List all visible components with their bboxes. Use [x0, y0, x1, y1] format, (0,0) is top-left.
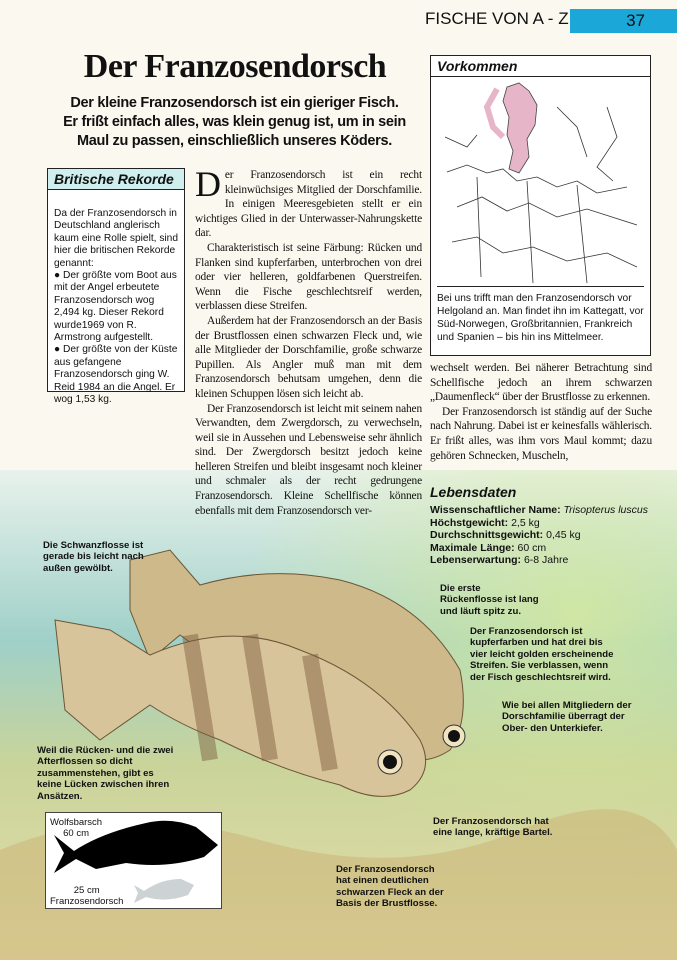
paragraph: Der Franzosendorsch ist ständig auf der Suche nach Nahrung. Dabei ist er keinesfalls wählerisch. Er frißt alles, was ihm vors Maul kommt; dazu gehören Schnecken, Muscheln,	[430, 405, 652, 462]
lebensdaten-row: Maximale Länge: 60 cm	[430, 541, 547, 554]
subtitle-line: Maul zu passen, einschließlich unseres Köders.	[77, 133, 392, 149]
lebensdaten-row: Durchschnittsgewicht: 0,45 kg	[430, 529, 581, 542]
annotation-tail: Die Schwanzflosse ist gerade bis leicht nach außen gewölbt.	[43, 540, 144, 574]
subtitle-line: Er frißt einfach alles, was klein genug ist, um in sein	[63, 114, 406, 130]
annotation-spot: Der Franzosendorsch hat einen deutlichen schwarzen Fleck an der Basis der Brustflosse.	[336, 864, 444, 910]
paragraph: Außerdem hat der Franzosendorsch an der Basis der Brustflossen einen schwarzen Fleck und, wie alle Mitglieder der Dorschfamilie, große schwarze Pupillen. Als Angler muß man mit dem Franzosendorsch behutsam umgehen, denn die kleinen Schuppen lösen sich leicht ab.	[195, 314, 422, 400]
paragraph: er Franzosendorsch ist ein recht kleinwüchsiges Mitglied der Dorschfamilie. In einigen Meeresgebieten stellt er ein wichtiges Glied in der Unterwasser-Nahrungskette dar.	[195, 169, 422, 240]
vorkommen-box	[430, 55, 651, 356]
annotation-barbel: Der Franzosendorsch hat eine lange, kräftige Bartel.	[433, 816, 553, 839]
article-column-2	[430, 361, 652, 463]
annotation-color: Der Franzosendorsch ist kupferfarben und hat drei bis vier leicht golden erscheinende Streifen. Sie verblassen, wenn der Fisch geschlechtsreif wird.	[470, 626, 614, 683]
lebensdaten-row: Höchstgewicht: 2,5 kg	[430, 516, 540, 529]
rekorde-intro: Da der Franzosendorsch in Deutschland anglerisch kaum eine Rolle spielt, sind hier die britischen Rekorde genannt:	[54, 208, 179, 269]
paragraph: wechselt werden. Bei näherer Betrachtung sind Schellfische jedoch an ihrem schwarzen „Daumenfleck“ über der Brustflosse zu erkennen.	[430, 362, 652, 404]
annotation-fins: Weil die Rücken- und die zwei Afterflossen so dicht zusammenstehen, gibt es keine Lücken zwischen ihren Ansätzen.	[37, 745, 174, 802]
lebensdaten-heading: Lebensdaten	[430, 484, 517, 500]
lebensdaten	[430, 484, 648, 567]
annotation-jaw: Wie bei allen Mitgliedern der Dorschfamilie überragt der Ober- den Unterkiefer.	[502, 700, 632, 734]
rekorde-item: ● Der größte vom Boot aus mit der Angel erbeutete Franzosendorsch wog 2,494 kg. Dieser Rekord wurde1969 von R. Armstrong aufgestellt.	[54, 270, 177, 344]
rekorde-item: ● Der größte von der Küste aus gefangene Franzosendorsch ging W. Reid 1984 an die Angel. Er wog 1,53 kg.	[54, 344, 178, 406]
drop-cap: D	[195, 164, 221, 204]
big-fish-name: Wolfsbarsch	[50, 817, 103, 828]
subtitle-line: Der kleine Franzosendorsch ist ein gieriger Fisch.	[70, 95, 399, 111]
bullet-icon: ●	[54, 270, 63, 282]
paragraph: Charakteristisch ist seine Färbung: Rücken und Flanken sind kupferfarben, unterbrochen von drei oder vier helleren, goldfarbenen Querstreifen. Wenn die Fische geschlechtsreif werden, verblassen diese Streifen.	[195, 241, 422, 313]
page-number: 37	[570, 9, 677, 33]
rekorde-box	[47, 168, 185, 406]
big-fish-size: 60 cm	[63, 828, 89, 839]
rekorde-heading: Britische Rekorde	[48, 169, 184, 190]
vorkommen-caption: Bei uns trifft man den Franzosendorsch vor Helgoland an. Man findet ihn im Kattegatt, vor Süd-Norwegen, Großbritannien, Frankreich und Spanien – bis hin ins Mittelmeer.	[437, 293, 644, 343]
article-column-1	[195, 164, 423, 518]
annotation-dorsal: Die erste Rückenflosse ist lang und läuft spitz zu.	[440, 583, 539, 617]
small-fish-size: 25 cm	[73, 885, 100, 896]
paragraph: Der Franzosendorsch ist leicht mit seinem nahen Verwandten, dem Zwergdorsch, zu verwechseln, weil sie in Aussehen und Lebensweise sehr ähnlich sind. Der Zwergdorsch besitzt jedoch keine helleren Streifen und bleibt insgesamt noch kleiner und schmaler als der recht gedrungene Franzosendorsch. Kleine Schellfische können ebenfalls mit dem Franzosendorsch ver-	[195, 402, 423, 517]
franzosendorsch-silhouette	[134, 879, 194, 903]
wolfsbarsch-silhouette	[54, 821, 218, 873]
lebensdaten-row: Wissenschaftlicher Name: Trisopterus luscus	[430, 504, 648, 516]
subtitle	[52, 94, 417, 151]
page-title: Der Franzosendorsch	[83, 48, 387, 85]
distribution-map	[437, 77, 644, 287]
lebensdaten-row: Lebenserwartung: 6-8 Jahre	[430, 554, 569, 567]
size-comparison	[45, 812, 222, 909]
section-title: FISCHE VON A - Z	[425, 9, 569, 28]
small-fish-name: Franzosendorsch	[50, 896, 124, 907]
bullet-icon: ●	[54, 344, 63, 356]
vorkommen-heading: Vorkommen	[431, 56, 650, 77]
